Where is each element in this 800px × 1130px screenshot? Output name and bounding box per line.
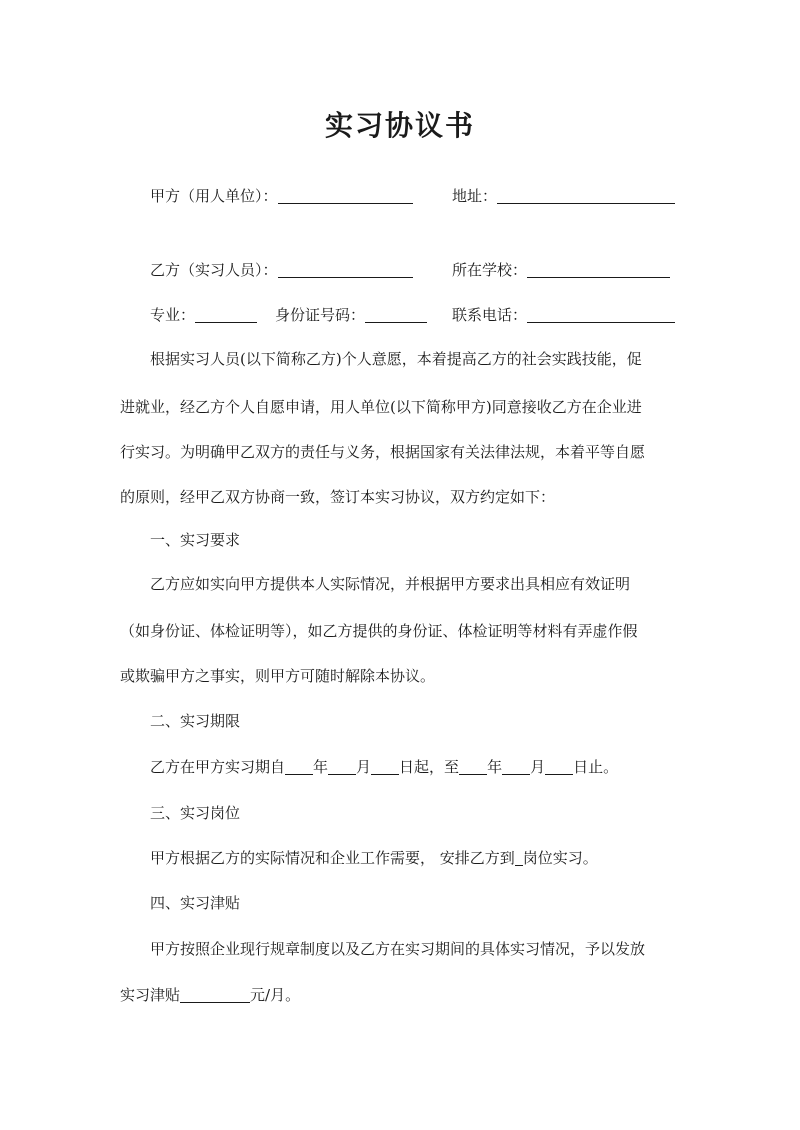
section1-line-3: 或欺骗甲方之事实，则甲方可随时解除本协议。: [120, 667, 436, 685]
id-blank[interactable]: [365, 306, 427, 323]
position-blank[interactable]: [515, 849, 523, 866]
major-label: 专业：: [150, 306, 196, 324]
end-month-label: 月: [530, 758, 546, 776]
party-a-label: 甲方（用人单位）：: [150, 187, 278, 205]
school-field: [452, 260, 670, 280]
allowance-label: 实习津贴: [120, 986, 181, 1004]
phone-blank[interactable]: [527, 306, 675, 323]
start-day-blank[interactable]: [371, 758, 399, 775]
start-month-blank[interactable]: [328, 758, 356, 775]
section3-after: 岗位实习。: [522, 849, 598, 867]
section2-heading: 二、实习期限: [150, 712, 241, 730]
section1-line-1: 乙方应如实向甲方提供本人实际情况，并根据甲方要求出具相应有效证明: [150, 575, 631, 593]
major-field: [150, 305, 257, 325]
start-month-label: 月: [356, 758, 372, 776]
allowance-blank[interactable]: [180, 986, 250, 1003]
intro-line-1: 根据实习人员(以下简称乙方)个人意愿，本着提高乙方的社会实践技能，促: [150, 350, 642, 368]
party-a-field: [150, 186, 413, 206]
intro-line-4: 的原则，经甲乙双方协商一致，签订本实习协议，双方约定如下：: [120, 488, 556, 506]
end-day-label: 日止。: [573, 758, 619, 776]
period-line: [150, 757, 618, 777]
document-title: 实习协议书: [324, 109, 475, 142]
end-day-blank[interactable]: [545, 758, 573, 775]
end-month-blank[interactable]: [502, 758, 530, 775]
allowance-unit: 元/月。: [250, 986, 301, 1004]
start-year-blank[interactable]: [285, 758, 313, 775]
address-label: 地址：: [452, 187, 498, 205]
party-b-field: [150, 260, 413, 280]
phone-label: 联系电话：: [452, 306, 528, 324]
party-b-blank[interactable]: [278, 261, 413, 278]
end-year-label: 年: [487, 758, 503, 776]
section3-line: [150, 848, 598, 868]
section1-heading: 一、实习要求: [150, 531, 241, 549]
party-a-blank[interactable]: [278, 187, 413, 204]
address-field: [452, 186, 675, 206]
intro-line-2: 进就业，经乙方个人自愿申请，用人单位(以下简称甲方)同意接收乙方在企业进: [120, 398, 642, 416]
section4-line-2: [120, 985, 300, 1005]
address-blank[interactable]: [497, 187, 675, 204]
start-day-label: 日起，至: [399, 758, 460, 776]
major-blank[interactable]: [195, 306, 257, 323]
period-prefix: 乙方在甲方实习期自: [150, 758, 286, 776]
section1-line-2: （如身份证、体检证明等），如乙方提供的身份证、体检证明等材料有弄虚作假: [120, 622, 638, 640]
start-year-label: 年: [313, 758, 329, 776]
phone-field: [452, 305, 675, 325]
end-year-blank[interactable]: [459, 758, 487, 775]
section4-line-1: 甲方按照企业现行规章制度以及乙方在实习期间的具体实习情况，予以发放: [150, 940, 646, 958]
section3-before: 甲方根据乙方的实际情况和企业工作需要， 安排乙方到: [150, 849, 515, 867]
intro-line-3: 行实习。为明确甲乙双方的责任与义务，根据国家有关法律法规，本着平等自愿: [120, 443, 646, 461]
id-field: [275, 305, 427, 325]
party-b-label: 乙方（实习人员）：: [150, 261, 278, 279]
school-label: 所在学校：: [452, 261, 528, 279]
section3-heading: 三、实习岗位: [150, 804, 241, 822]
id-label: 身份证号码：: [275, 306, 366, 324]
section4-heading: 四、实习津贴: [150, 894, 241, 912]
school-blank[interactable]: [527, 261, 670, 278]
